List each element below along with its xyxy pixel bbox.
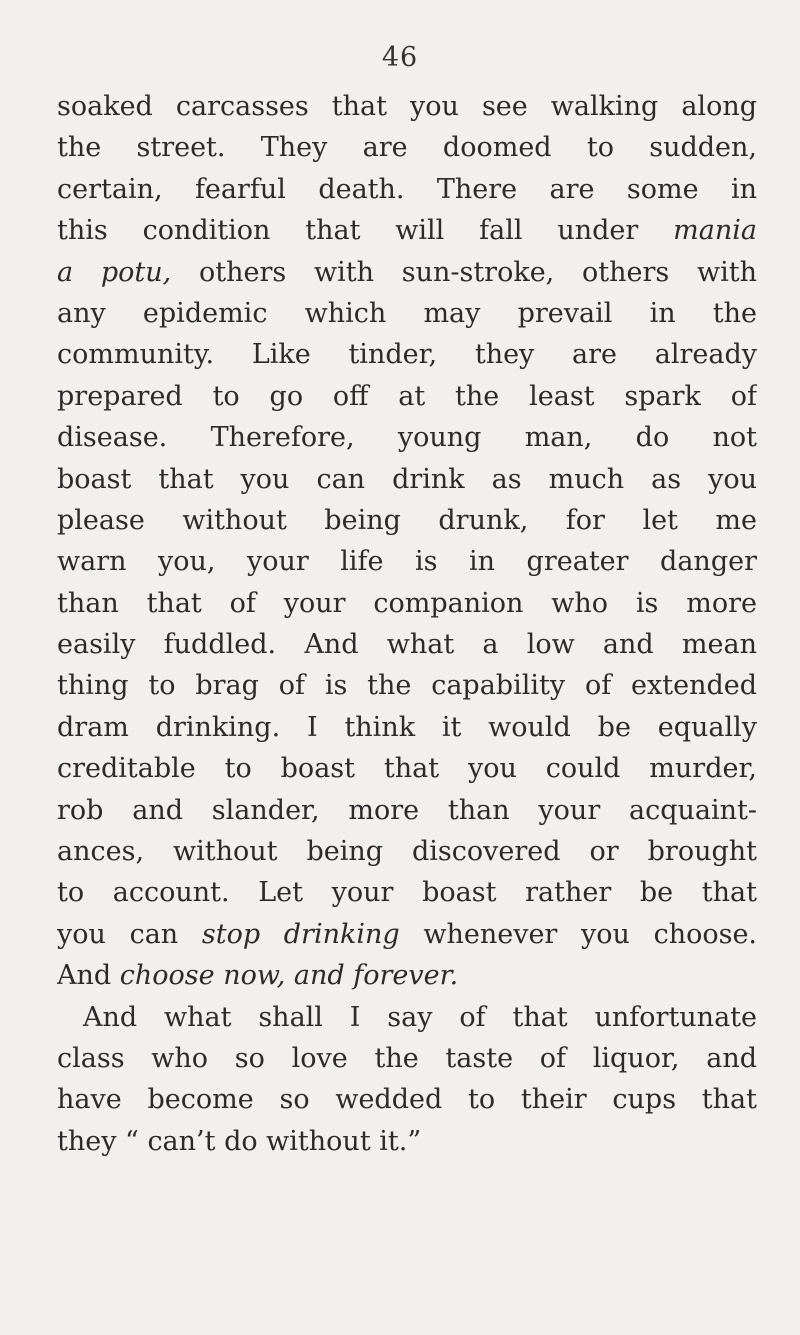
text-line: rob and slander, more than your acquaint- <box>57 794 757 826</box>
text-line: to account. Let your boast rather be that <box>57 877 757 909</box>
text-line: ances, without being discovered or brought <box>57 836 757 868</box>
text-line: this condition that will fall under mania <box>57 215 757 247</box>
text-line: any epidemic which may prevail in the <box>57 297 757 329</box>
text-line: disease. Therefore, young man, do not <box>57 422 757 454</box>
text-line: warn you, your life is in greater danger <box>57 546 757 578</box>
text-line: boast that you can drink as much as you <box>57 463 757 495</box>
text-line: soaked carcasses that you see walking along <box>57 91 757 122</box>
text-line: community. Like tinder, they are already <box>57 339 757 371</box>
text-line: thing to brag of is the capability of extended <box>57 670 757 702</box>
text-line: And choose now, and forever. <box>57 960 459 992</box>
text-line: creditable to boast that you could murder, <box>57 753 757 785</box>
text-line: a potu, others with sun-stroke, others with <box>57 256 757 288</box>
text-line: easily fuddled. And what a low and mean <box>57 629 757 661</box>
text-line: please without being drunk, for let me <box>57 504 757 536</box>
text-line: And what shall I say of that unfortunate <box>83 1001 757 1033</box>
text-line: certain, fearful death. There are some in <box>57 173 757 205</box>
text-line: have become so wedded to their cups that <box>57 1084 757 1116</box>
text-line: dram drinking. I think it would be equally <box>57 711 757 743</box>
text-line: class who so love the taste of liquor, and <box>57 1042 757 1074</box>
text-line: than that of your companion who is more <box>57 587 757 619</box>
text-line: the street. They are doomed to sudden, <box>57 132 757 164</box>
text-line: they “ can’t do without it.” <box>57 1125 422 1157</box>
text-line: you can stop drinking whenever you choose. <box>57 918 757 950</box>
text-line: prepared to go off at the least spark of <box>57 380 757 412</box>
body-text <box>57 86 757 1162</box>
page-number: 46 <box>381 42 419 73</box>
